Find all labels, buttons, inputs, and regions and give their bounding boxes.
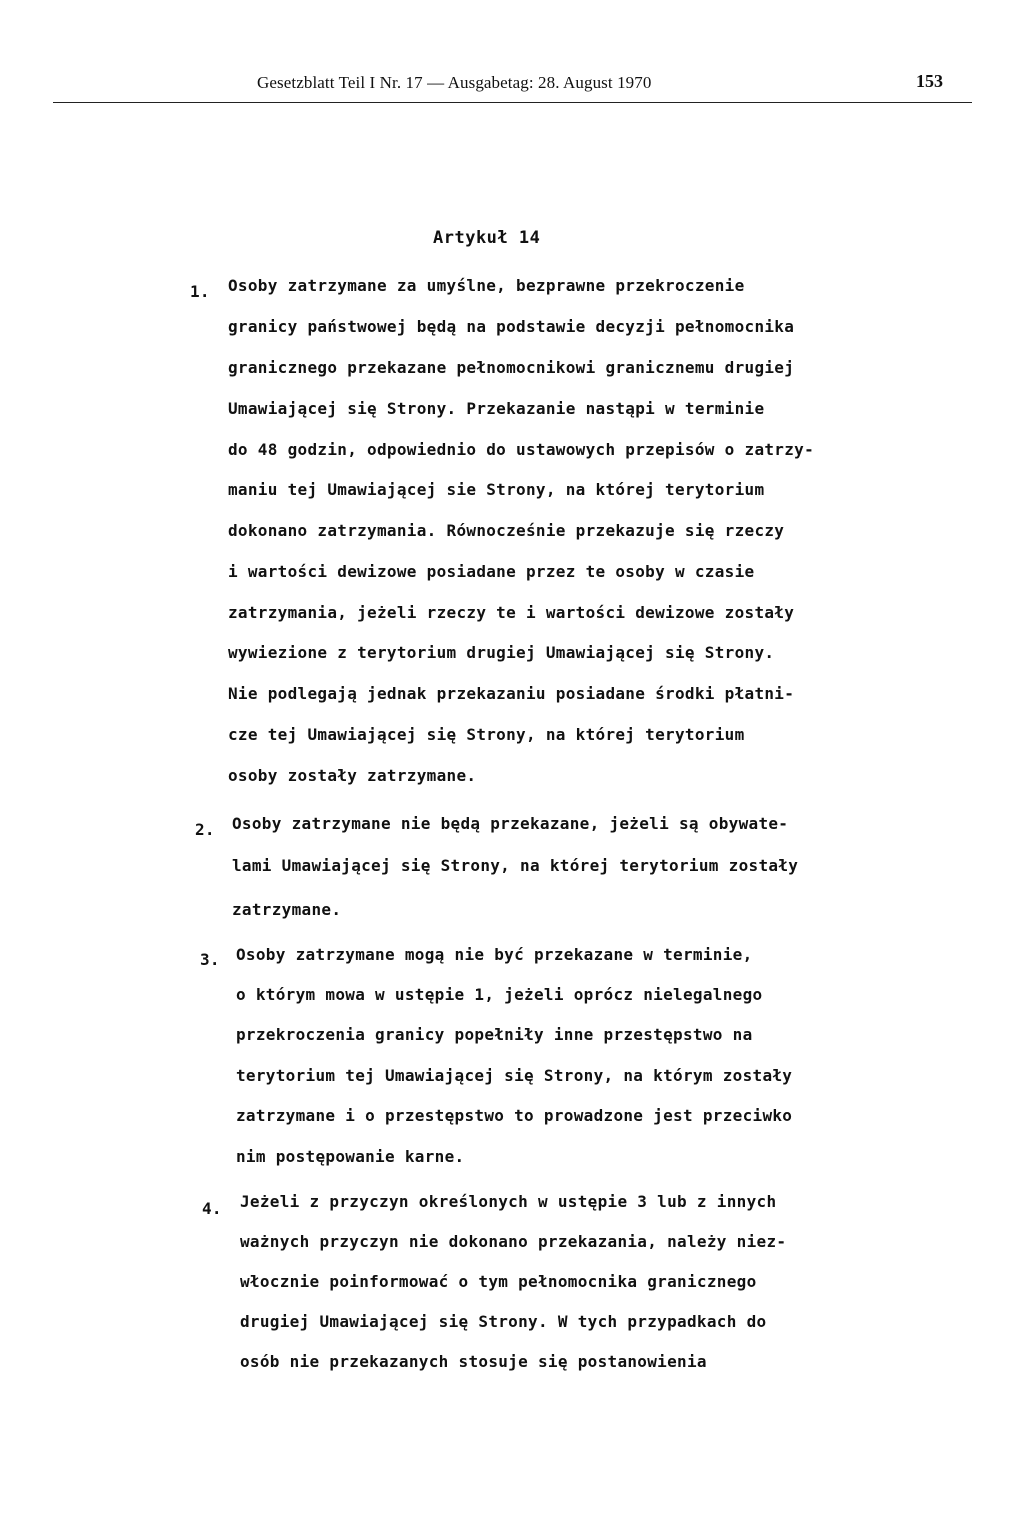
text-line: terytorium tej Umawiającej się Strony, na którym zostały bbox=[236, 1066, 793, 1085]
text-line: i wartości dewizowe posiadane przez te osoby w czasie bbox=[228, 562, 755, 581]
text-line: lami Umawiającej się Strony, na której terytorium zostały bbox=[232, 856, 799, 875]
text-line: maniu tej Umawiającej sie Strony, na której terytorium bbox=[228, 480, 765, 499]
text-line: wywiezione z terytorium drugiej Umawiającej się Strony. bbox=[228, 643, 775, 662]
article-heading: Artykuł 14 bbox=[433, 228, 541, 248]
text-line: zatrzymania, jeżeli rzeczy te i wartości dewizowe zostały bbox=[228, 603, 795, 622]
text-line: o którym mowa w ustępie 1, jeżeli oprócz nielegalnego bbox=[236, 985, 763, 1004]
text-line: przekroczenia granicy popełniły inne przestępstwo na bbox=[236, 1025, 753, 1044]
text-line: granicznego przekazane pełnomocnikowi granicznemu drugiej bbox=[228, 358, 795, 377]
text-line: Jeżeli z przyczyn określonych w ustępie 3 lub z innych bbox=[240, 1192, 777, 1211]
text-line: Osoby zatrzymane nie będą przekazane, jeżeli są obywate- bbox=[232, 814, 789, 833]
text-line: Umawiającej się Strony. Przekazanie nastąpi w terminie bbox=[228, 399, 765, 418]
text-line: zatrzymane. bbox=[232, 900, 342, 919]
text-line: ważnych przyczyn nie dokonano przekazania, należy niez- bbox=[240, 1232, 787, 1251]
text-line: cze tej Umawiającej się Strony, na której terytorium bbox=[228, 725, 745, 744]
page-number: 153 bbox=[916, 71, 943, 91]
text-line: Osoby zatrzymane za umyślne, bezprawne przekroczenie bbox=[228, 276, 745, 295]
text-line: zatrzymane i o przestępstwo to prowadzone jest przeciwko bbox=[236, 1106, 793, 1125]
text-line: Nie podlegają jednak przekazaniu posiadane środki płatni- bbox=[228, 684, 795, 703]
text-line: Osoby zatrzymane mogą nie być przekazane w terminie, bbox=[236, 945, 753, 964]
page-header bbox=[0, 0, 1024, 110]
text-line: do 48 godzin, odpowiednio do ustawowych przepisów o zatrzy- bbox=[228, 440, 815, 459]
header-rule bbox=[53, 102, 972, 103]
paragraph-number: 2. bbox=[195, 820, 215, 839]
text-line: granicy państwowej będą na podstawie decyzji pełnomocnika bbox=[228, 317, 795, 336]
paragraph-number: 4. bbox=[202, 1199, 222, 1218]
text-line: dokonano zatrzymania. Równocześnie przekazuje się rzeczy bbox=[228, 521, 785, 540]
text-line: włocznie poinformować o tym pełnomocnika granicznego bbox=[240, 1272, 757, 1291]
paragraph-number: 3. bbox=[200, 950, 220, 969]
text-line: drugiej Umawiającej się Strony. W tych przypadkach do bbox=[240, 1312, 767, 1331]
text-line: nim postępowanie karne. bbox=[236, 1147, 465, 1166]
paragraph-number: 1. bbox=[190, 282, 210, 301]
text-line: osoby zostały zatrzymane. bbox=[228, 766, 477, 785]
running-header: Gesetzblatt Teil I Nr. 17 — Ausgabetag: 28. August 1970 bbox=[257, 73, 652, 92]
text-line: osób nie przekazanych stosuje się postanowienia bbox=[240, 1352, 707, 1371]
